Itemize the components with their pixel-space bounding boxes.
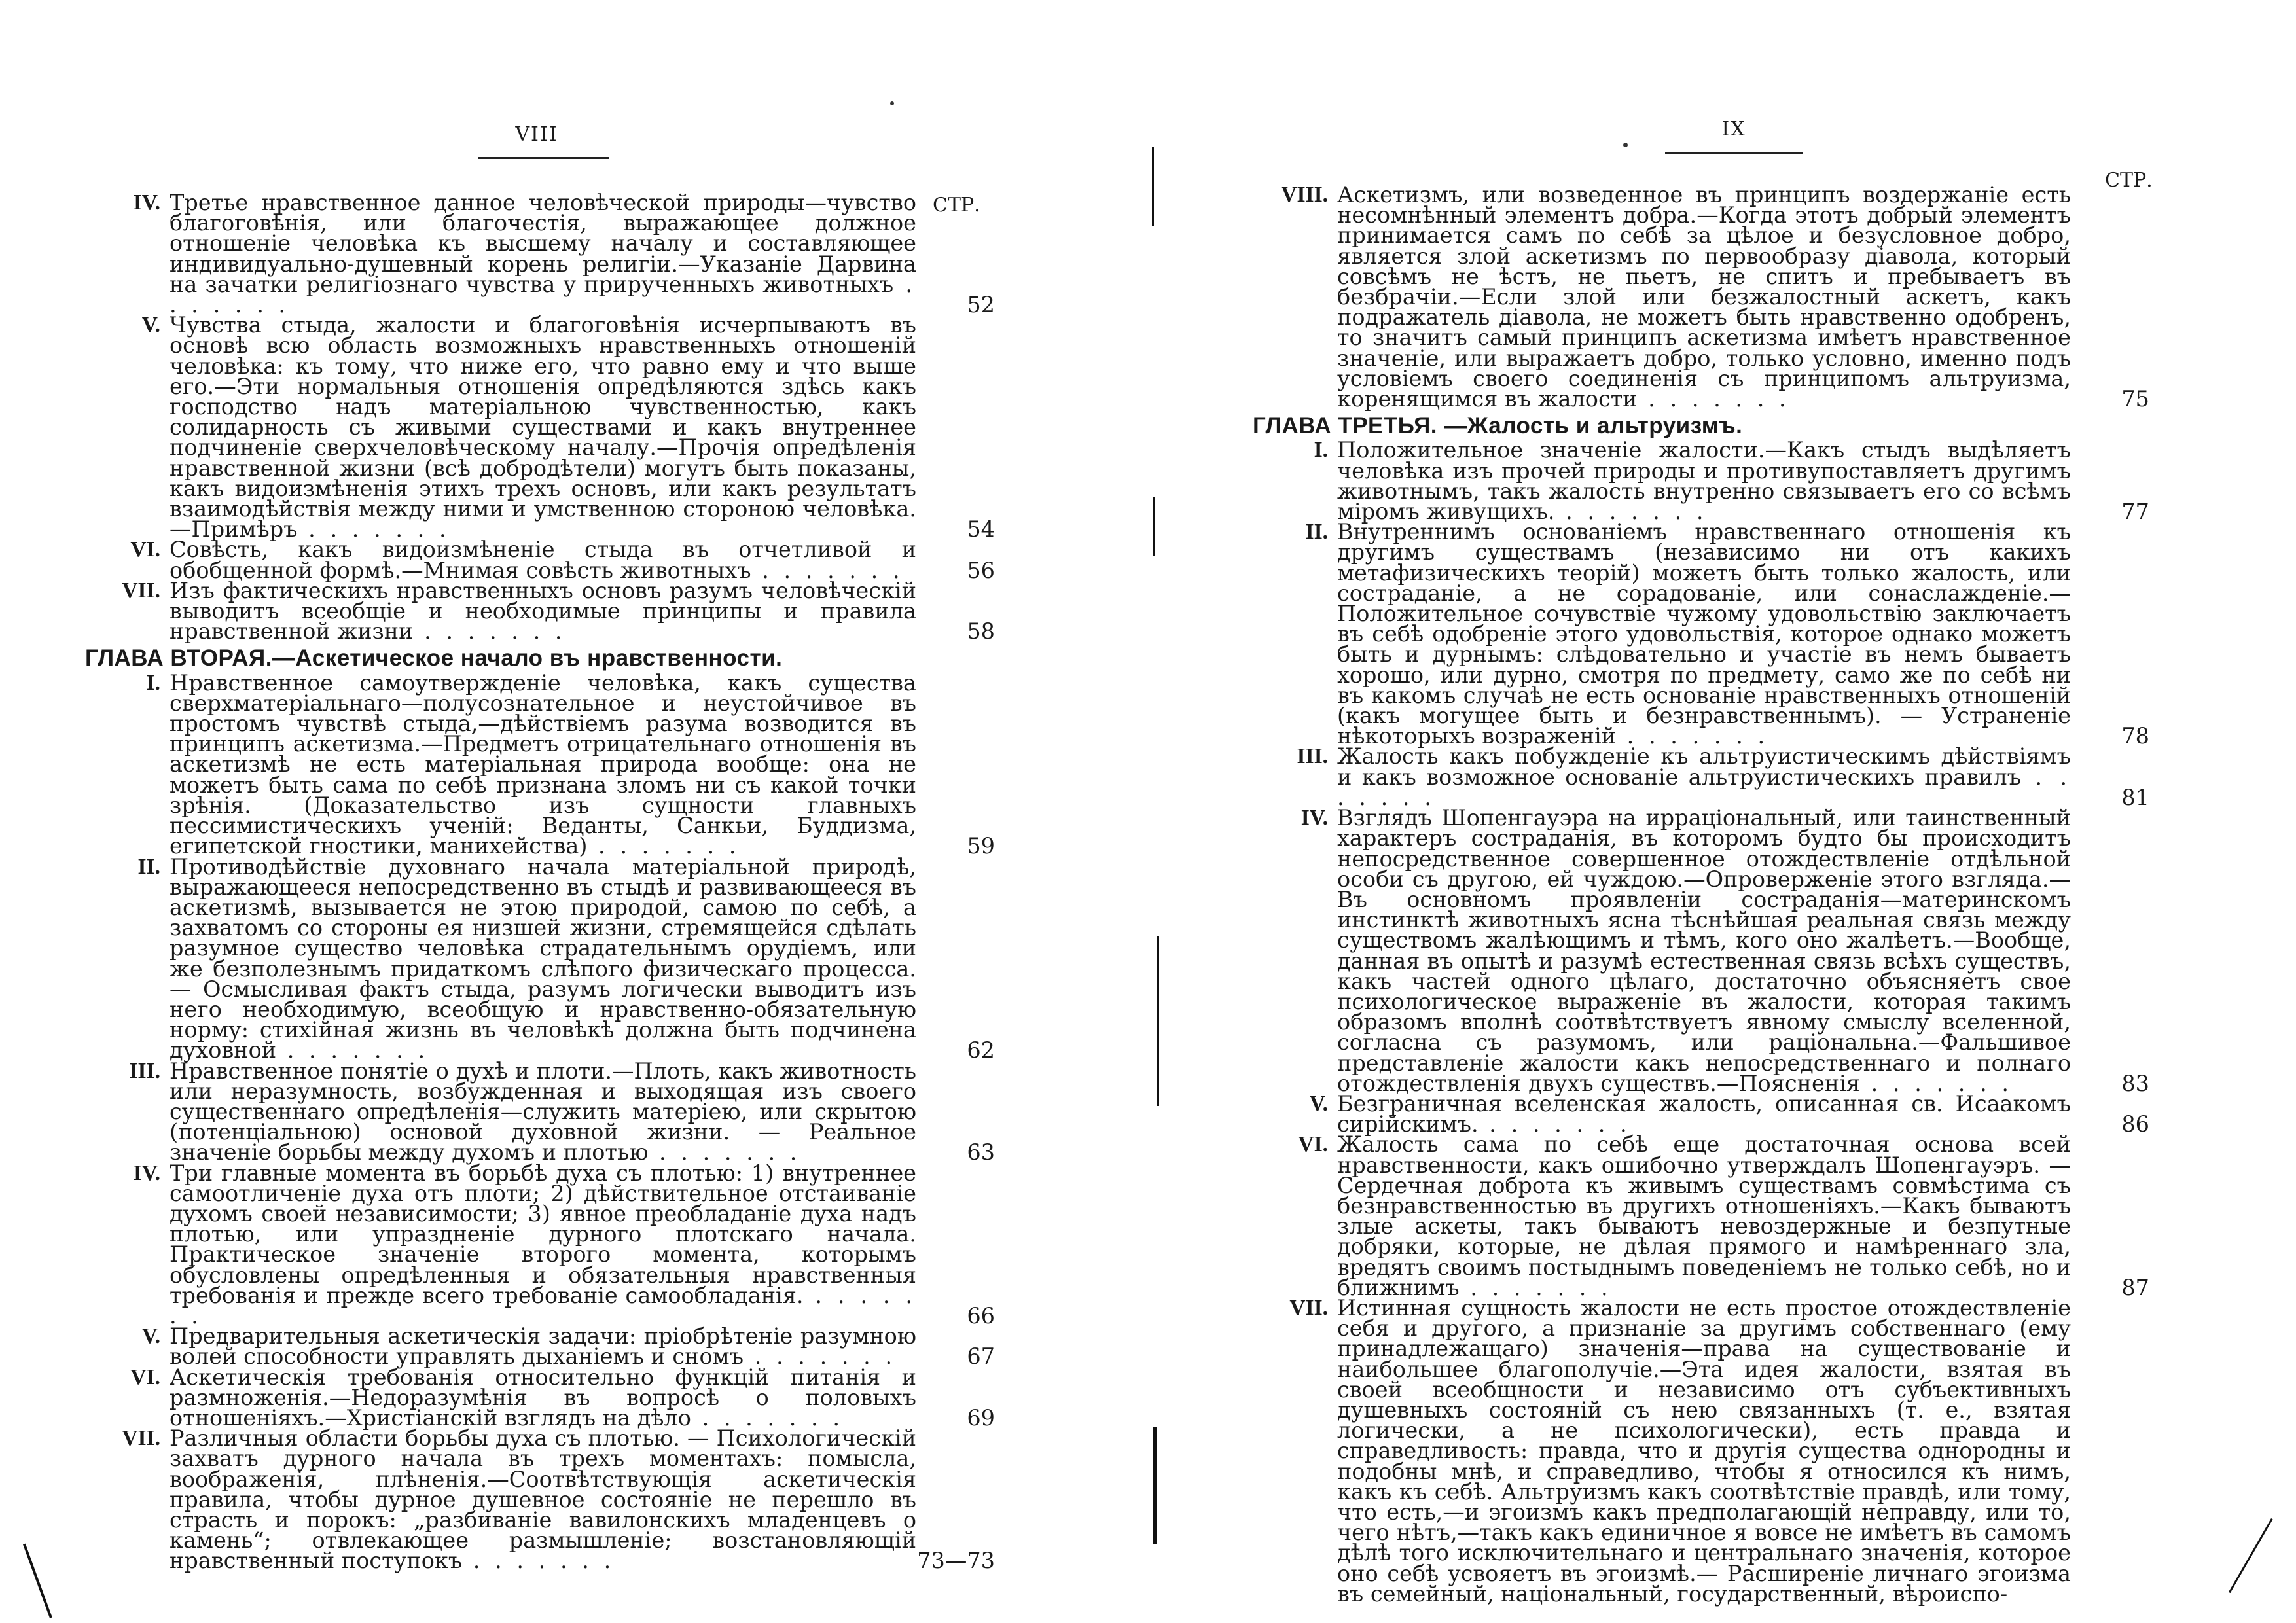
toc-entry-text (1337, 1090, 2071, 1137)
toc-entry-text (1337, 519, 2071, 749)
toc-entry-text (1337, 743, 2071, 810)
toc-entry-number: VII. (122, 1426, 160, 1451)
dot-leader: . . . . . . . (1337, 764, 2071, 810)
toc-entry (85, 190, 995, 318)
toc-right (1253, 182, 2149, 1607)
toc-entry-text (1337, 1134, 2071, 1298)
toc-entry-text (170, 190, 916, 318)
dot-leader: . . . . . . . (751, 557, 904, 583)
toc-entries-chapter-right (1253, 437, 2149, 1607)
toc-entry-text (170, 537, 916, 583)
toc-entry-text (170, 1058, 916, 1166)
toc-entry-page: 86 (2121, 1111, 2149, 1137)
toc-entries-top-left (85, 190, 995, 645)
toc-entry-text (170, 669, 916, 859)
toc-entry-text-body: Аскетизмъ, или возведенное въ принципъ воздержаніе есть несомнѣнный элементъ добра.—Когда этотъ добрый элементъ принимается самъ по себѣ за цѣлое и безусловное добро, является злой аскетизмъ по первообразу діавола, который совсѣмъ не ѣстъ, не пьетъ, не спитъ и пребываетъ въ безбрачіи.—Если злой или безжалостный аскетъ, какъ подражатель діавола, не можетъ быть нравственно одобренъ, то значитъ самый принципъ аскетизма имѣетъ нравственное значеніе, или выражаетъ добро, только условно, именно подъ условіемъ своего соединенія съ принципомъ альтруизма, коренящимся въ жалости (1337, 182, 2071, 412)
toc-entry (1253, 1134, 2149, 1298)
toc-entry-text-body: Положительное значеніе жалости.—Какъ стыдъ выдѣляетъ человѣка изъ прочей природы и противупоставляетъ другимъ животнымъ, такъ жалость внутренно связываетъ его со всѣмъ міромъ живущихъ. (1337, 437, 2071, 525)
toc-entry-number: VII. (1289, 1295, 1328, 1320)
toc-entry-text (170, 1425, 916, 1574)
chapter-heading-right: ГЛАВА ТРЕТЬЯ. —Жалость и альтруизмъ. (1253, 413, 1743, 439)
toc-entry-text-body: Нравственное понятіе о духѣ и плоти.—Плоть, какъ животность или неразумность, возбужденная и выходящая изъ своего существеннаго опредѣленія—служить матеріею, или скрытою (потенціальною) основой духовной жизни. — Реальное значеніе борьбы между духомъ и плотью (170, 1058, 916, 1166)
dot-leader: . . . . . . . (1637, 386, 1790, 412)
toc-entry-page: 87 (2121, 1274, 2149, 1300)
dot-leader: . . . . . . . (276, 1037, 429, 1063)
toc-entry-page: 59 (967, 833, 995, 859)
toc-entry (85, 1425, 995, 1574)
dot-leader: . . . . . . . (170, 1282, 916, 1329)
scan-speck (890, 101, 894, 105)
page-column-label-left: СТР. (933, 194, 980, 217)
toc-entry-text (170, 577, 916, 645)
toc-entry-number: VII. (122, 578, 160, 603)
toc-entry (1253, 805, 2149, 1096)
toc-entry-text (1337, 805, 2071, 1096)
dot-leader: . . . . . . . (1459, 1274, 1612, 1300)
toc-entry-page: 66 (967, 1302, 995, 1329)
toc-entry (1253, 519, 2149, 749)
page-number-rule-left (478, 157, 609, 159)
dot-leader: . . . . . . . (1859, 1070, 2013, 1096)
toc-entry (1253, 1090, 2149, 1137)
toc-entry (1253, 437, 2149, 525)
toc-entry-text (1337, 182, 2071, 412)
toc-entry-text-body: Предварительныя аскетическія задачи: пріобрѣтеніе разумною волей способности управлять дыханіемъ и сномъ (170, 1323, 916, 1370)
toc-entry-page: 62 (967, 1037, 995, 1063)
toc-entry (1253, 743, 2149, 810)
toc-entry-number: VI. (1298, 1132, 1328, 1157)
toc-entry-number: V. (141, 1324, 160, 1349)
dot-leader: . . . . . . . (1478, 1111, 1631, 1137)
toc-entry-text-body: Безграничная вселенская жалость, описанная св. Исаакомъ сирійскимъ. (1337, 1090, 2071, 1137)
toc-entry-number: IV. (133, 190, 160, 215)
toc-entry-page: 52 (967, 292, 995, 318)
toc-entry (85, 669, 995, 859)
toc-entry (85, 312, 995, 543)
right-page (1148, 0, 2296, 1623)
toc-entry-number: V. (1309, 1091, 1328, 1116)
toc-entry (85, 1323, 995, 1370)
dot-leader: . . . . . . . (691, 1404, 844, 1431)
toc-entry-text-body: Противодѣйствіе духовнаго начала матеріальной природѣ, выражающееся непосредственно въ стыдѣ и развивающееся въ аскетизмѣ, вызывается не этою природой, самою по себѣ, а захватомъ со стороны ея низшей жизни, стремящейся сдѣлать разумное существо человѣка страдательнымъ орудіемъ, или же безполезнымъ придаткомъ слѣпого физическаго процесса. — Осмысливая фактъ стыда, разумъ логически выводитъ изъ него необходимую, всеобщую и нравственно-обязательную норму: стихійная жизнь въ человѣкѣ должна быть подчинена духовной (170, 853, 916, 1063)
toc-entry-text-body: Чувства стыда, жалости и благоговѣнія исчерпываютъ въ основѣ всю область возможныхъ нравственныхъ отношеній человѣка: къ тому, что ниже его, что равно ему и что выше его.—Эти нормальныя отношенія опредѣляются здѣсь какъ господство надъ матеріальною чувственностью, какъ солидарность съ живыми существами и какъ внутреннее подчиненіе сверхчеловѣческому началу.—Прочія опредѣленія нравственной жизни (всѣ добродѣтели) могутъ быть показаны, какъ видоизмѣненія этихъ трехъ основъ, или какъ результатъ взаимодѣйствія между ними и умственною стороною человѣка.—Примѣръ (170, 312, 916, 543)
toc-entry-number: II. (1305, 520, 1328, 544)
toc-entry (85, 577, 995, 645)
toc-entry-text-body: Взглядъ Шопенгауэра на ирраціональный, или таинственный характеръ состраданія, въ которомъ будто бы происходитъ непосредственное совершенное отождествленіе отдѣльной особи съ другою, ей чуждою.—Опроверженіе этого взгляда.—Въ основномъ проявленіи состраданія—материнскомъ инстинктѣ животныхъ ясна тѣснѣйшая реальная связь между существомъ жалѣющимъ и тѣмъ, кого оно жалѣетъ.—Вообще, данная въ опытѣ и разумѣ естественная связь всѣхъ существъ, какъ частей одного цѣлаго, достаточно объясняетъ свое психологическое выраженіе въ жалости, которая такимъ образомъ вполнѣ соотвѣтствуетъ явному смыслу вселенной, согласна съ разумомъ, или раціональна.—Фальшивое представленіе жалости какъ непосредственнаго и полнаго отождествленія двухъ существъ.—Поясненія (1337, 805, 2071, 1096)
toc-entry-page: 83 (2121, 1070, 2149, 1096)
toc-entry-number: IV. (1300, 806, 1328, 830)
toc-entry-number: V. (141, 313, 160, 338)
toc-left (85, 190, 995, 1574)
toc-entries-chapter-left (85, 669, 995, 1574)
toc-entry-text-body: Совѣсть, какъ видоизмѣненіе стыда въ отчетливой и обобщенной формѣ.—Мнимая совѣсть животныхъ (170, 537, 916, 583)
toc-entry (85, 853, 995, 1063)
toc-entry-text-body: Истинная сущность жалости не есть простое отождествленіе себя и другого, а признаніе за другимъ собственнаго (ему принадлежащаго) значенія—права на существованіе и наибольшее благополучіе.—Эта идея жалости, взятая въ своей всеобщности и независимо отъ субъективныхъ душевныхъ состояній съ нею связанныхъ (т. е., взятая логически, а не психологически), есть правда и справедливость: правда, что и другія существа однородны и подобны мнѣ, и справедливо, чтобы я относился къ нимъ, какъ къ себѣ. Альтруизмъ какъ соотвѣтствіе правдѣ, или тому, что есть,—и эгоизмъ какъ предполагающій неправду, или то, чего нѣтъ,—такъ какъ единичное я вовсе не имѣетъ въ самомъ дѣлѣ того исключительнаго и центральнаго значенія, которое оно себѣ усвояетъ въ эгоизмѣ.— Расширеніе личнаго эгоизма въ семейный, національный, государственный, вѣроиспо- (1337, 1294, 2071, 1607)
page-number-rule-right (1665, 152, 1803, 154)
toc-entry-number: VI. (130, 1364, 160, 1389)
toc-entry-number: III. (1297, 744, 1328, 769)
toc-entry-text-body: Нравственное самоутвержденіе человѣка, какъ существа сверхматеріальнаго—полусознательное и неустойчивое въ простомъ чувствѣ стыда,—дѣйствіемъ разума возводится въ принципъ аскетизма.—Предметъ отрицательнаго отношенія въ аскетизмѣ не есть матеріальная природа вообще: она не можетъ быть сама по себѣ признана зломъ ни съ какой точки зрѣнія. (Доказательство изъ сущности главныхъ пессимистическихъ ученій: Веданты, Санкьи, Буддизма, египетской гностики, манихейства) (170, 669, 916, 859)
dot-leader: . . . . . . . (744, 1344, 897, 1370)
toc-entry-text-body: Аскетическія требованія относительно функцій питанія и размноженія.—Недоразумѣнія въ вопросѣ о половыхъ отношеніяхъ.—Христіанскій взглядъ на дѣло (170, 1364, 916, 1431)
toc-entry-text (1337, 1294, 2071, 1607)
toc-entry-page: 56 (967, 557, 995, 583)
toc-entry-number: I. (146, 670, 160, 695)
dot-leader: . . . . . . . (648, 1139, 801, 1166)
toc-entry-number: III. (129, 1058, 160, 1083)
toc-entry-number: IV. (133, 1160, 160, 1185)
toc-entry-text (170, 853, 916, 1063)
page-number-left: VIII (515, 123, 558, 146)
toc-entry-page: 63 (967, 1139, 995, 1166)
dot-leader: . . . . . . . (297, 516, 450, 543)
toc-entry-page: 58 (967, 618, 995, 645)
toc-entry (85, 1364, 995, 1431)
toc-entry-page: 75 (2121, 386, 2149, 412)
toc-entry-text (170, 1323, 916, 1370)
dot-leader: . . . . . . . (1554, 499, 1708, 525)
toc-entry-number: VIII. (1281, 183, 1328, 207)
toc-entry (1253, 182, 2149, 412)
toc-entry-page: 73—73 (917, 1548, 995, 1574)
toc-entry-number: I. (1314, 438, 1328, 463)
toc-entry-text-body: Третье нравственное данное человѣческой природы—чувство благоговѣнія, или благочестія, выражающее должное отношеніе человѣка къ высшему началу и составляющее индивидуально-душевный корень религіи.—Указаніе Дарвина на зачатки религіознаго чувства у прирученныхъ животныхъ (170, 190, 916, 297)
toc-entry (1253, 1294, 2149, 1607)
toc-entry-text-body: Внутреннимъ основаніемъ нравственнаго отношенія къ другимъ существамъ (независимо ни отъ какихъ метафизическихъ теорій) можетъ быть только жалость, или состраданіе, а не сорадованіе, или сонаслажденіе.—Положительное сочувствіе чужому удовольствію заключаетъ въ себѣ одобреніе этого удовольствія, которое однако можетъ быть и дурнымъ: слѣдовательно и участіе въ немъ бываетъ хорошо, или дурно, смотря по предмету, само же по себѣ ни въ какомъ случаѣ не есть основаніе нравственныхъ отношеній (какъ могущее быть и безнравственнымъ). — Устраненіе нѣкоторыхъ возраженій (1337, 519, 2071, 749)
toc-entry-text-body: Жалость какъ побужденіе къ альтруистическимъ дѣйствіямъ и какъ возможное основаніе альтруистическихъ правилъ (1337, 743, 2071, 790)
toc-entry-page: 54 (967, 516, 995, 543)
toc-entry-text (170, 1160, 916, 1329)
dot-leader: . . . . . . . (413, 618, 566, 645)
page-number-right: IX (1721, 118, 1746, 141)
toc-entry-text (170, 1364, 916, 1431)
toc-entry-text-body: Изъ фактическихъ нравственныхъ основъ разумъ человѣческій выводитъ всеобщіе и необходимые принципы и правила нравственной жизни (170, 577, 916, 645)
chapter-heading-left: ГЛАВА ВТОРАЯ.—Аскетическое начало въ нравственности. (85, 645, 783, 671)
toc-entry-page: 78 (2121, 723, 2149, 749)
toc-entry-text-body: Различныя области борьбы духа съ плотью. — Психологическій захватъ дурного начала въ трехъ моментахъ: помысла, воображенія, плѣненія.—Соотвѣтствующія аскетическія правила, чтобы дурное душевное состояніе не перешло въ страсть и порокъ: „разбиваніе вавилонскихъ младенцевъ о камень“; отвлекающее размышленіе; возстановляющій нравственный поступокъ (170, 1425, 916, 1574)
toc-entry-text (1337, 437, 2071, 525)
page-column-label-right: СТР. (2105, 169, 2153, 192)
toc-entry-text (170, 312, 916, 543)
toc-entry (85, 1058, 995, 1166)
toc-entry-page: 69 (967, 1404, 995, 1431)
toc-entry-number: II. (137, 854, 160, 879)
toc-entry (85, 1160, 995, 1329)
toc-entry-text-body: Жалость сама по себѣ еще достаточная основа всей нравственности, какъ ошибочно утверждалъ Шопенгауэръ. — Сердечная доброта къ живымъ существамъ совмѣстима съ безнравственностью въ другихъ отношеніяхъ.—Какъ бываютъ злые аскеты, такъ бываютъ невоздержные и безпутные добряки, которые, не дѣлая прямого и намѣреннаго зла, вредятъ своимъ постыднымъ поведеніемъ не только себѣ, но и ближнимъ (1337, 1132, 2071, 1300)
toc-entry-number: VI. (130, 537, 160, 562)
toc-entry (85, 537, 995, 583)
toc-entry-page: 81 (2121, 784, 2149, 810)
dot-leader: . . . . . . . (170, 271, 916, 318)
toc-entries-top-right (1253, 182, 2149, 412)
toc-entry-page: 77 (2121, 499, 2149, 525)
dot-leader: . . . . . . . (587, 833, 740, 859)
toc-entry-page: 67 (967, 1344, 995, 1370)
dot-leader: . . . . . . . (1616, 723, 1769, 749)
dot-leader: . . . . . . . (462, 1548, 615, 1574)
toc-entry-text-body: Три главные момента въ борьбѣ духа съ плотью: 1) внутреннее самоотличеніе духа отъ плоти; 2) дѣйствительное отстаиваніе духомъ своей независимости; 3) явное преобладаніе духа надъ плотью, или упраздненіе дурного плотскаго начала. Практическое значеніе второго момента, которымъ обусловлены опредѣленныя и обязательныя нравственныя требованія и прежде всего требованіе самообладанія. (170, 1160, 916, 1308)
